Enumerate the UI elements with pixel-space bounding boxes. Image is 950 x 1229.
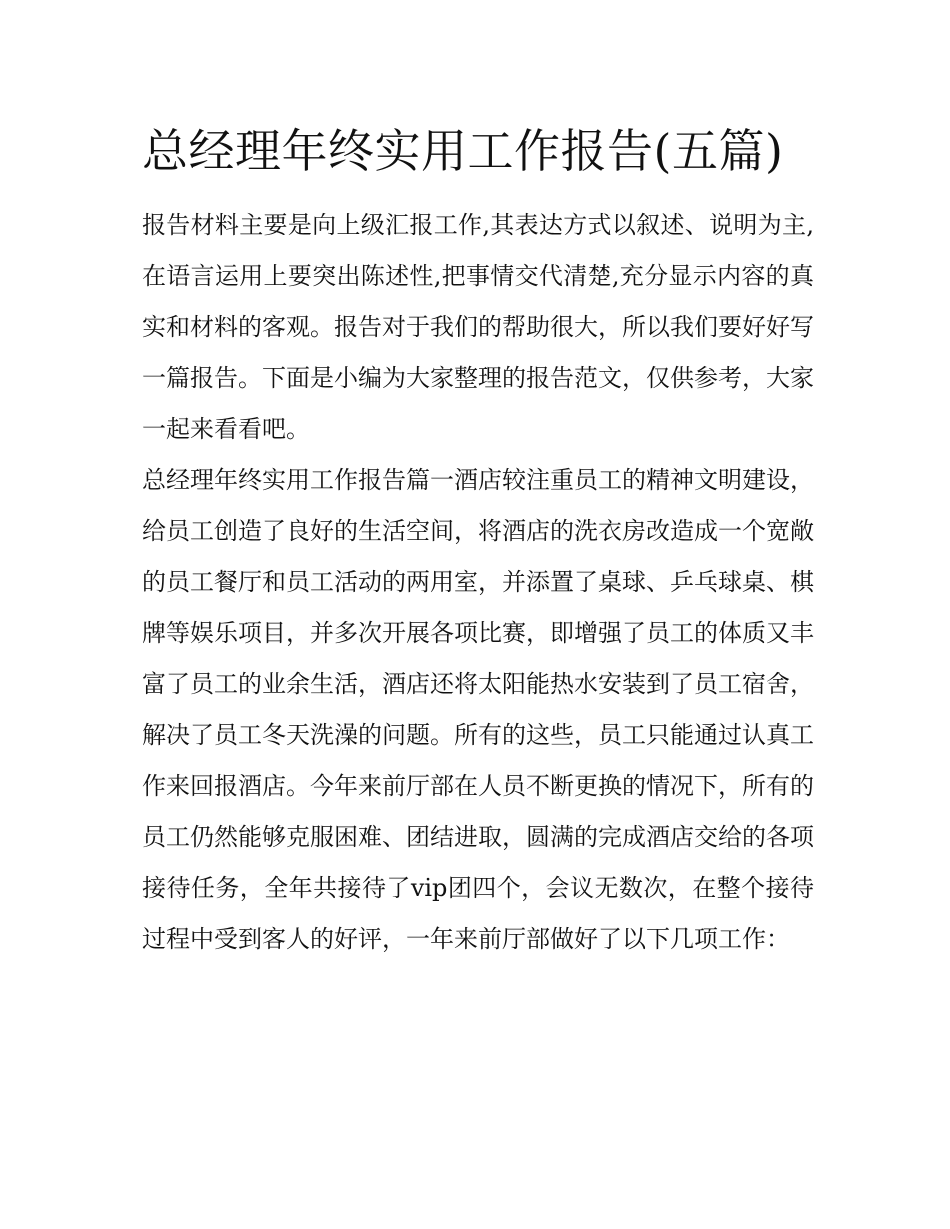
section-paragraph: 总经理年终实用工作报告篇一酒店较注重员工的精神文明建设，给员工创造了良好的生活空间，将酒店的洗衣房改造成一个宽敞的员工餐厅和员工活动的两用室，并添置了桌球、乒乓球桌、棋牌等娱乐项目，并多次开展各项比赛，即增强了员工的体质又丰富了员工的业余生活，酒店还将太阳能热水安装到了员工宿舍，解决了员工冬天洗澡的问题。所有的这些，员工只能通过认真工作来回报酒店。今年来前厅部在人员不断更换的情况下，所有的员工仍然能够克服困难、团结进取，圆满的完成酒店交给的各项接待任务，全年共接待了vip团四个，会议无数次，在整个接待过程中受到客人的好评，一年来前厅部做好了以下几项工作： (142, 466, 814, 953)
intro-paragraph: 报告材料主要是向上级汇报工作,其表达方式以叙述、说明为主,在语言运用上要突出陈述性,把事情交代清楚,充分显示内容的真实和材料的客观。报告对于我们的帮助很大，所以我们要好好写一篇报告。下面是小编为大家整理的报告范文，仅供参考，大家一起来看看吧。 (142, 211, 814, 443)
document-page (142, 112, 814, 965)
document-title: 总经理年终实用工作报告(五篇) (142, 124, 784, 178)
